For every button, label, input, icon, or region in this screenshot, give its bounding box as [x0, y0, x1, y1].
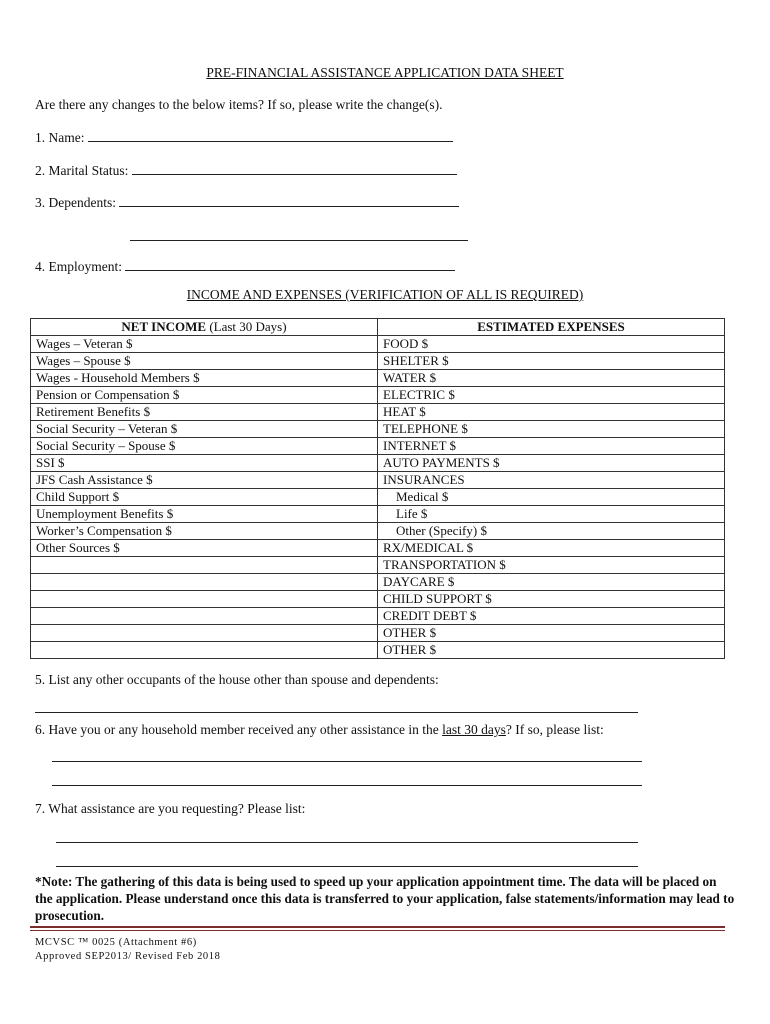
- income-cell[interactable]: SSI $: [31, 455, 378, 472]
- income-cell[interactable]: Wages - Household Members $: [31, 370, 378, 387]
- employment-row: [35, 258, 455, 275]
- table-row: [31, 370, 725, 387]
- income-cell[interactable]: Pension or Compensation $: [31, 387, 378, 404]
- table-row: [31, 336, 725, 353]
- expense-cell[interactable]: FOOD $: [378, 336, 725, 353]
- table-row: [31, 523, 725, 540]
- expense-cell[interactable]: HEAT $: [378, 404, 725, 421]
- expense-cell[interactable]: Other (Specify) $: [378, 523, 725, 540]
- income-cell[interactable]: Wages – Veteran $: [31, 336, 378, 353]
- q5-answer-row: [35, 700, 638, 717]
- income-cell[interactable]: JFS Cash Assistance $: [31, 472, 378, 489]
- table-row: [31, 506, 725, 523]
- table-row: [31, 455, 725, 472]
- expense-cell[interactable]: CREDIT DEBT $: [378, 608, 725, 625]
- note-text: *Note: The gathering of this data is being used to speed up your application appointment time. The data will be placed on the application. Please understand once this data is transferred to your application, false statements/information may lead to prosecution.: [35, 874, 735, 923]
- expense-cell[interactable]: Life $: [378, 506, 725, 523]
- expense-cell[interactable]: RX/MEDICAL $: [378, 540, 725, 557]
- form-number: MCVSC ™ 0025 (Attachment #6): [35, 937, 197, 948]
- expense-cell[interactable]: OTHER $: [378, 642, 725, 659]
- table-row: [31, 642, 725, 659]
- table-row: [31, 591, 725, 608]
- q6-text-end: ? If so, please list:: [505, 722, 604, 737]
- table-row: [31, 557, 725, 574]
- page-title: PRE-FINANCIAL ASSISTANCE APPLICATION DATA SHEET: [206, 65, 564, 80]
- table-row: [31, 625, 725, 642]
- expense-cell[interactable]: INSURANCES: [378, 472, 725, 489]
- income-cell[interactable]: Child Support $: [31, 489, 378, 506]
- dependents-row: [35, 194, 459, 211]
- table-row: [31, 404, 725, 421]
- expense-cell[interactable]: INTERNET $: [378, 438, 725, 455]
- expense-cell[interactable]: CHILD SUPPORT $: [378, 591, 725, 608]
- dependents-field[interactable]: [119, 194, 459, 207]
- footer-rule-thin: [30, 930, 725, 931]
- employment-field[interactable]: [125, 258, 455, 271]
- marital-status-label: 2. Marital Status:: [35, 163, 129, 178]
- expense-cell[interactable]: SHELTER $: [378, 353, 725, 370]
- income-cell[interactable]: [31, 625, 378, 642]
- q5-answer-field[interactable]: [35, 700, 638, 713]
- table-row: [31, 387, 725, 404]
- q7-answer-field-1[interactable]: [56, 830, 638, 843]
- income-cell[interactable]: [31, 557, 378, 574]
- table-row: [31, 574, 725, 591]
- q6-last-30-days: last 30 days: [442, 722, 506, 737]
- q6-answer-field-1[interactable]: [52, 749, 642, 762]
- income-cell[interactable]: Retirement Benefits $: [31, 404, 378, 421]
- q7-answer-row-1: [56, 830, 638, 847]
- expense-cell[interactable]: AUTO PAYMENTS $: [378, 455, 725, 472]
- dependents-field-2[interactable]: [130, 228, 468, 241]
- estimated-expenses-header: ESTIMATED EXPENSES: [378, 319, 725, 336]
- footer-rule-thick: [30, 926, 725, 928]
- expense-cell[interactable]: ELECTRIC $: [378, 387, 725, 404]
- question-7: 7. What assistance are you requesting? Please list:: [35, 801, 306, 816]
- table-header-row: [31, 319, 725, 336]
- income-cell[interactable]: [31, 591, 378, 608]
- revision-date: Approved SEP2013/ Revised Feb 2018: [35, 951, 221, 962]
- table-row: [31, 353, 725, 370]
- dependents-label: 3. Dependents:: [35, 195, 116, 210]
- income-cell[interactable]: Other Sources $: [31, 540, 378, 557]
- income-cell[interactable]: [31, 574, 378, 591]
- income-cell[interactable]: Social Security – Veteran $: [31, 421, 378, 438]
- income-expenses-table: [30, 318, 725, 659]
- q7-answer-field-2[interactable]: [56, 854, 638, 867]
- table-row: [31, 421, 725, 438]
- income-cell[interactable]: Social Security – Spouse $: [31, 438, 378, 455]
- table-row: [31, 608, 725, 625]
- expense-cell[interactable]: Medical $: [378, 489, 725, 506]
- dependents-extra-row: [130, 228, 468, 245]
- name-field[interactable]: [88, 129, 453, 142]
- q6-answer-row-1: [52, 749, 642, 766]
- q7-answer-row-2: [56, 854, 638, 871]
- table-row: [31, 472, 725, 489]
- table-row: [31, 540, 725, 557]
- q6-text-start: 6. Have you or any household member received any other assistance in the: [35, 722, 443, 737]
- question-5: 5. List any other occupants of the house other than spouse and dependents:: [35, 672, 439, 687]
- question-6: [35, 722, 604, 738]
- table-row: [31, 438, 725, 455]
- income-cell[interactable]: Unemployment Benefits $: [31, 506, 378, 523]
- table-row: [31, 489, 725, 506]
- q6-answer-row-2: [52, 773, 642, 790]
- marital-status-field[interactable]: [132, 162, 457, 175]
- name-label: 1. Name:: [35, 130, 85, 145]
- intro-text: Are there any changes to the below items? If so, please write the change(s).: [35, 97, 443, 112]
- expense-cell[interactable]: TELEPHONE $: [378, 421, 725, 438]
- expense-cell[interactable]: TRANSPORTATION $: [378, 557, 725, 574]
- income-cell[interactable]: Wages – Spouse $: [31, 353, 378, 370]
- net-income-header-bold: NET INCOME: [121, 319, 207, 334]
- q6-answer-field-2[interactable]: [52, 773, 642, 786]
- expense-cell[interactable]: WATER $: [378, 370, 725, 387]
- income-cell[interactable]: Worker’s Compensation $: [31, 523, 378, 540]
- income-expenses-title: INCOME AND EXPENSES (VERIFICATION OF ALL IS REQUIRED): [186, 287, 584, 302]
- income-cell[interactable]: [31, 608, 378, 625]
- marital-row: [35, 162, 457, 179]
- name-row: [35, 129, 453, 146]
- net-income-header-period: (Last 30 Days): [206, 319, 287, 334]
- expense-cell[interactable]: DAYCARE $: [378, 574, 725, 591]
- net-income-header: [31, 319, 378, 336]
- expense-cell[interactable]: OTHER $: [378, 625, 725, 642]
- income-cell[interactable]: [31, 642, 378, 659]
- employment-label: 4. Employment:: [35, 259, 122, 274]
